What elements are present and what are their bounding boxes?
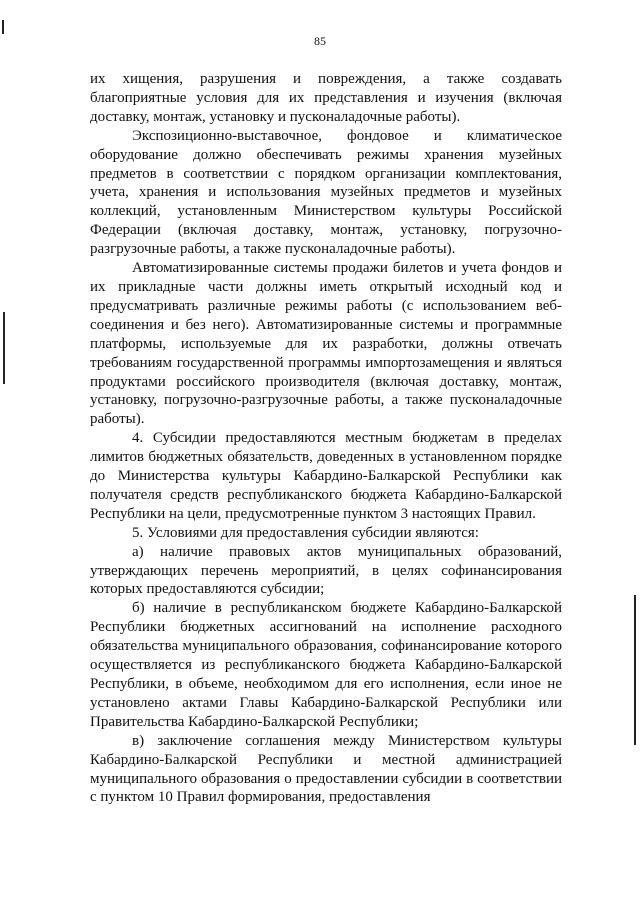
paragraph-item-5: 5. Условиями для предоставления субсидии являются:: [132, 524, 479, 541]
paragraph-exhibition-equipment: Экспозиционно-выставочное, фондовое и климатическое оборудование должно обеспечивать режимы хранения музейных предметов в соответствии с порядком организации комплектования, учета, хранения и использования музейных предметов и музейных коллекций, установленным Министерством культуры Российской Федерации (включая доставку, монтаж, установку, погрузочно-разгрузочные работы, а также пусконаладочные работы).: [90, 127, 562, 258]
paragraph-continuation: их хищения, разрушения и повреждения, а также создавать благоприятные условия для их представления и изучения (включая доставку, монтаж, установку и пусконаладочные работы).: [90, 71, 562, 125]
document-body: [90, 70, 562, 807]
paragraph-item-5v: в) заключение соглашения между Министерством культуры Кабардино-Балкарской Республики и местной администрацией муниципального образования о предоставлении субсидии в соответствии с пунктом 10 Правил формирования, предоставления: [90, 732, 562, 806]
paragraph-item-4: 4. Субсидии предоставляются местным бюджетам в пределах лимитов бюджетных обязательств, доведенных в установленном порядке до Министерства культуры Кабардино-Балкарской Республики как получателя средств республиканского бюджета Кабардино-Балкарской Республики на цели, предусмотренные пунктом 3 настоящих Правил.: [90, 430, 562, 522]
paragraph-ticket-systems: Автоматизированные системы продажи билетов и учета фондов и их прикладные части должны иметь открытый исходный код и предусматривать различные режимы работы (с использованием веб-соединения и без него). Автоматизированные системы и программные платформы, используемые для их разработки, должны отвечать требованиям государственной программы импортозамещения и являться продуктами российского производителя (включая доставку, монтаж, установку, погрузочно-разгрузочные работы, а также пусконаладочные работы).: [90, 260, 562, 428]
scan-mark-left: [3, 312, 5, 384]
page-number: 85: [314, 34, 326, 48]
paragraph-item-5a: а) наличие правовых актов муниципальных образований, утверждающих перечень мероприятий, в целях софинансирования которых предоставляются субсидии;: [90, 543, 562, 598]
scan-mark-right: [634, 595, 636, 745]
paragraph-item-5b: б) наличие в республиканском бюджете Кабардино-Балкарской Республики бюджетных ассигнований на исполнение расходного обязательства муниципального образования, софинансирование которого осуществляется из республиканского бюджета Кабардино-Балкарской Республики, в объеме, необходимом для его исполнения, если иное не установлено актами Главы Кабардино-Балкарской Республики или Правительства Кабардино-Балкарской Республики;: [90, 600, 562, 730]
scan-mark-top-left: [2, 20, 4, 34]
